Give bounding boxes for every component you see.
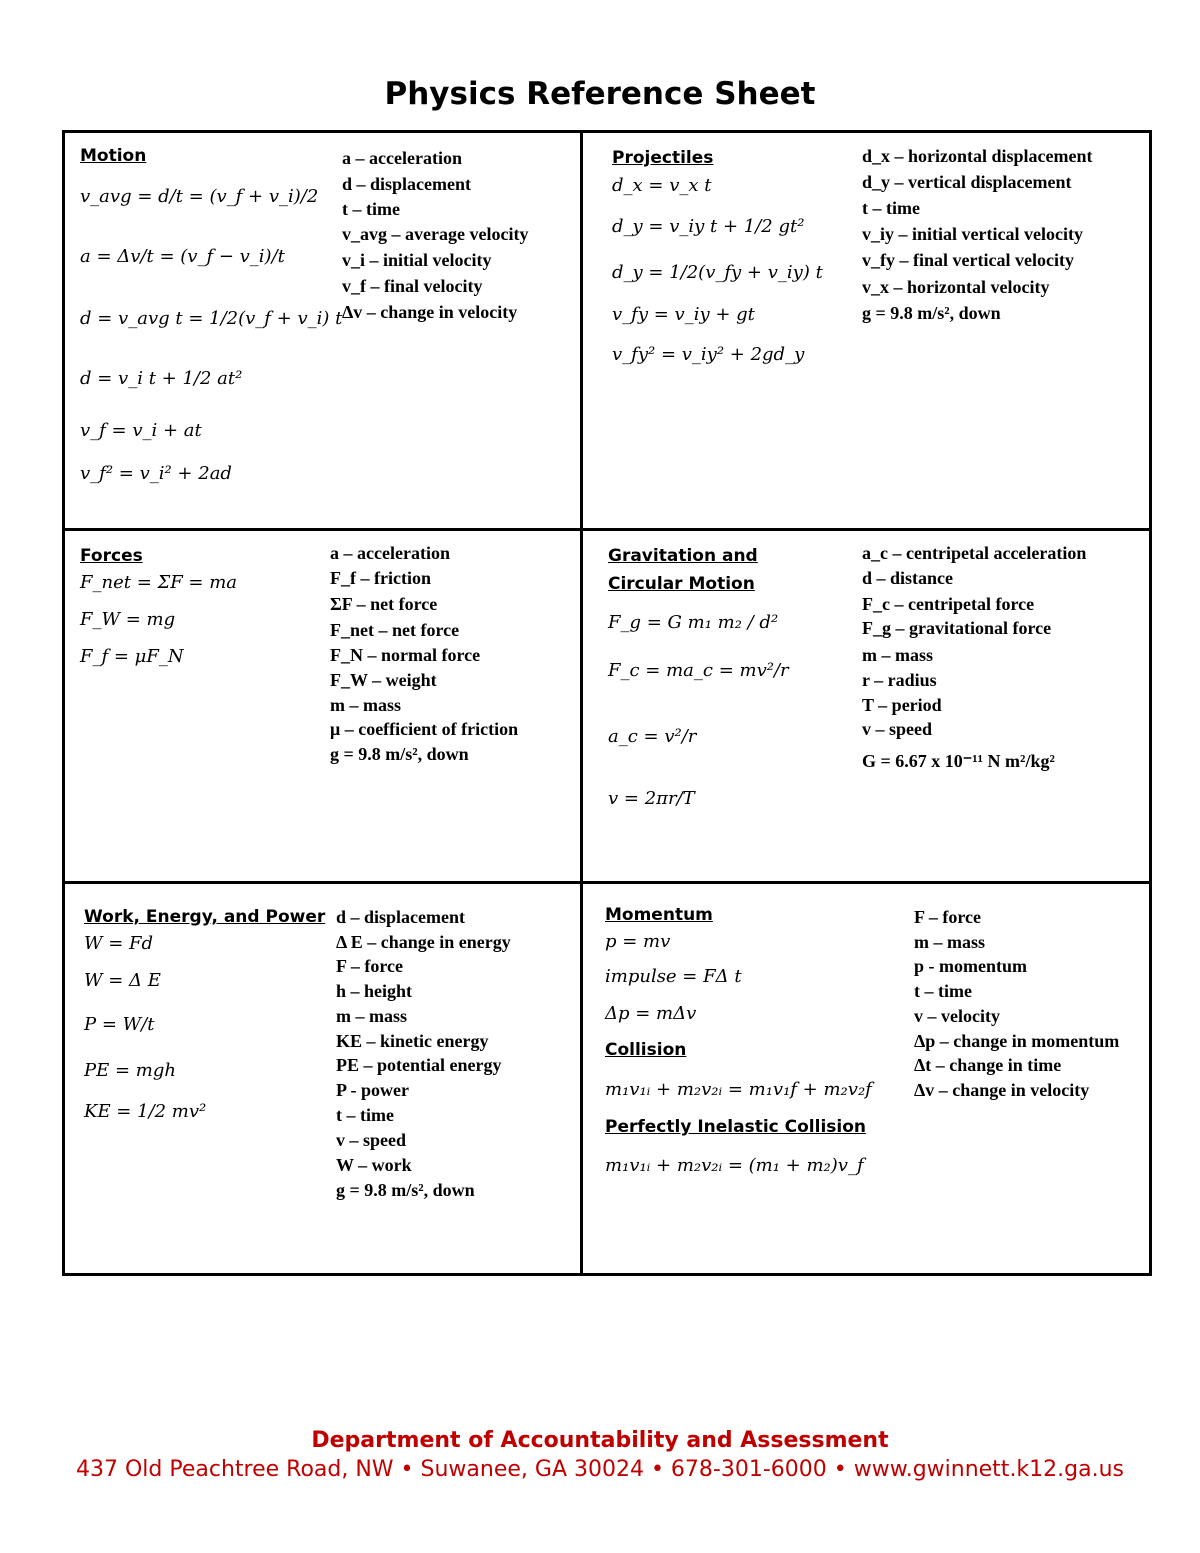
forces-def: F_net – net force	[330, 620, 460, 640]
work-def: t – time	[336, 1105, 394, 1125]
gravitation-def: v – speed	[862, 719, 933, 739]
projectiles-def: v_iy – initial vertical velocity	[862, 224, 1083, 244]
projectiles-def: d_y – vertical displacement	[862, 172, 1072, 192]
motion-def: a – acceleration	[342, 148, 462, 168]
forces-heading: Forces	[80, 546, 143, 566]
motion-def: Δv – change in velocity	[342, 302, 518, 322]
forces-def: g = 9.8 m/s², down	[330, 744, 469, 764]
forces-def: ΣF – net force	[330, 594, 438, 614]
momentum-def: m – mass	[914, 932, 985, 952]
motion-eq: d = v_avg t = 1/2(v_f + v_i) t	[80, 308, 343, 329]
inelastic-heading: Perfectly Inelastic Collision	[605, 1117, 867, 1137]
momentum-def: F – force	[914, 907, 981, 927]
projectiles-eq: v_fy² = v_iy² + 2gd_y	[612, 344, 805, 365]
motion-def: t – time	[342, 199, 400, 219]
motion-eq: v_f = v_i + at	[80, 420, 202, 441]
work-def: F – force	[336, 956, 403, 976]
forces-def: m – mass	[330, 695, 401, 715]
gravitation-def: m – mass	[862, 645, 933, 665]
motion-def: v_f – final velocity	[342, 276, 483, 296]
work-def: d – displacement	[336, 907, 466, 927]
momentum-eq: Δp = mΔv	[605, 1003, 697, 1024]
forces-def: F_W – weight	[330, 670, 437, 690]
projectiles-heading: Projectiles	[612, 148, 714, 168]
forces-def: F_f – friction	[330, 568, 431, 588]
grid-divider-row2	[64, 881, 1150, 884]
grid-divider-row1	[64, 528, 1150, 531]
projectiles-def: t – time	[862, 198, 920, 218]
momentum-eq: p = mv	[605, 931, 671, 952]
gravitation-def: d – distance	[862, 568, 954, 588]
work-def: h – height	[336, 981, 413, 1001]
gravitation-def: F_c – centripetal force	[862, 594, 1035, 614]
gravitation-heading: Circular Motion	[608, 574, 755, 594]
projectiles-def: g = 9.8 m/s², down	[862, 303, 1001, 323]
momentum-def: p - momentum	[914, 956, 1027, 976]
projectiles-eq: d_y = v_iy t + 1/2 gt²	[612, 216, 805, 237]
work-def: g = 9.8 m/s², down	[336, 1180, 475, 1200]
momentum-def: Δp – change in momentum	[914, 1031, 1120, 1051]
motion-eq: v_f² = v_i² + 2ad	[80, 463, 232, 484]
work-eq: PE = mgh	[84, 1060, 176, 1081]
forces-eq: F_W = mg	[80, 609, 176, 630]
inelastic-eq: m₁v₁ᵢ + m₂v₂ᵢ = (m₁ + m₂)v_f	[605, 1155, 864, 1176]
work-eq: P = W/t	[84, 1014, 155, 1035]
work-def: W – work	[336, 1155, 412, 1175]
momentum-eq: impulse = FΔ t	[605, 966, 742, 987]
gravitation-def: r – radius	[862, 670, 937, 690]
motion-def: v_i – initial velocity	[342, 250, 492, 270]
gravitation-def: T – period	[862, 695, 942, 715]
forces-def: a – acceleration	[330, 543, 450, 563]
forces-eq: F_net = ΣF = ma	[80, 572, 238, 593]
work-def: m – mass	[336, 1006, 407, 1026]
motion-def: d – displacement	[342, 174, 472, 194]
footer-address: 437 Old Peachtree Road, NW • Suwanee, GA 30024 • 678-301-6000 • www.gwinnett.k12.ga.us	[75, 1457, 1125, 1482]
work-def: PE – potential energy	[336, 1055, 502, 1075]
collision-heading: Collision	[605, 1040, 687, 1060]
work-eq: W = Fd	[84, 933, 154, 954]
forces-eq: F_f = μF_N	[80, 646, 184, 667]
work-def: KE – kinetic energy	[336, 1031, 489, 1051]
momentum-def: t – time	[914, 981, 972, 1001]
forces-def: F_N – normal force	[330, 645, 481, 665]
motion-def: v_avg – average velocity	[342, 224, 529, 244]
work-def: v – speed	[336, 1130, 407, 1150]
motion-eq: a = Δv/t = (v_f − v_i)/t	[80, 246, 285, 267]
projectiles-def: d_x – horizontal displacement	[862, 146, 1093, 166]
reference-grid	[62, 130, 1152, 1276]
grid-divider-vertical	[580, 132, 583, 1274]
motion-eq: v_avg = d/t = (v_f + v_i)/2	[80, 186, 319, 207]
gravitation-eq: F_g = G m₁ m₂ / d²	[608, 612, 779, 633]
motion-eq: d = v_i t + 1/2 at²	[80, 368, 243, 389]
work-eq: KE = 1/2 mv²	[84, 1101, 207, 1122]
projectiles-eq: v_fy = v_iy + gt	[612, 304, 755, 325]
work-eq: W = Δ E	[84, 970, 161, 991]
work-def: P - power	[336, 1080, 409, 1100]
momentum-heading: Momentum	[605, 905, 713, 925]
forces-def: μ – coefficient of friction	[330, 719, 519, 739]
momentum-def: Δv – change in velocity	[914, 1080, 1090, 1100]
gravitation-def: F_g – gravitational force	[862, 618, 1052, 638]
gravitation-def: a_c – centripetal acceleration	[862, 543, 1087, 563]
gravitation-eq: v = 2πr/T	[608, 788, 695, 809]
projectiles-def: v_fy – final vertical velocity	[862, 250, 1074, 270]
gravitation-def: G = 6.67 x 10⁻¹¹ N m²/kg²	[862, 751, 1055, 771]
projectiles-eq: d_y = 1/2(v_fy + v_iy) t	[612, 262, 823, 283]
gravitation-heading: Gravitation and	[608, 546, 758, 566]
work-def: Δ E – change in energy	[336, 932, 511, 952]
projectiles-eq: d_x = v_x t	[612, 175, 712, 196]
momentum-def: Δt – change in time	[914, 1055, 1062, 1075]
work-heading: Work, Energy, and Power	[84, 907, 326, 927]
gravitation-eq: F_c = ma_c = mv²/r	[608, 660, 789, 681]
gravitation-eq: a_c = v²/r	[608, 726, 697, 747]
momentum-def: v – velocity	[914, 1006, 1000, 1026]
footer-department: Department of Accountability and Assessment	[311, 1428, 889, 1453]
collision-eq: m₁v₁ᵢ + m₂v₂ᵢ = m₁v₁f + m₂v₂f	[605, 1079, 872, 1100]
page-title: Physics Reference Sheet	[384, 76, 816, 112]
projectiles-def: v_x – horizontal velocity	[862, 277, 1050, 297]
motion-heading: Motion	[80, 146, 147, 166]
